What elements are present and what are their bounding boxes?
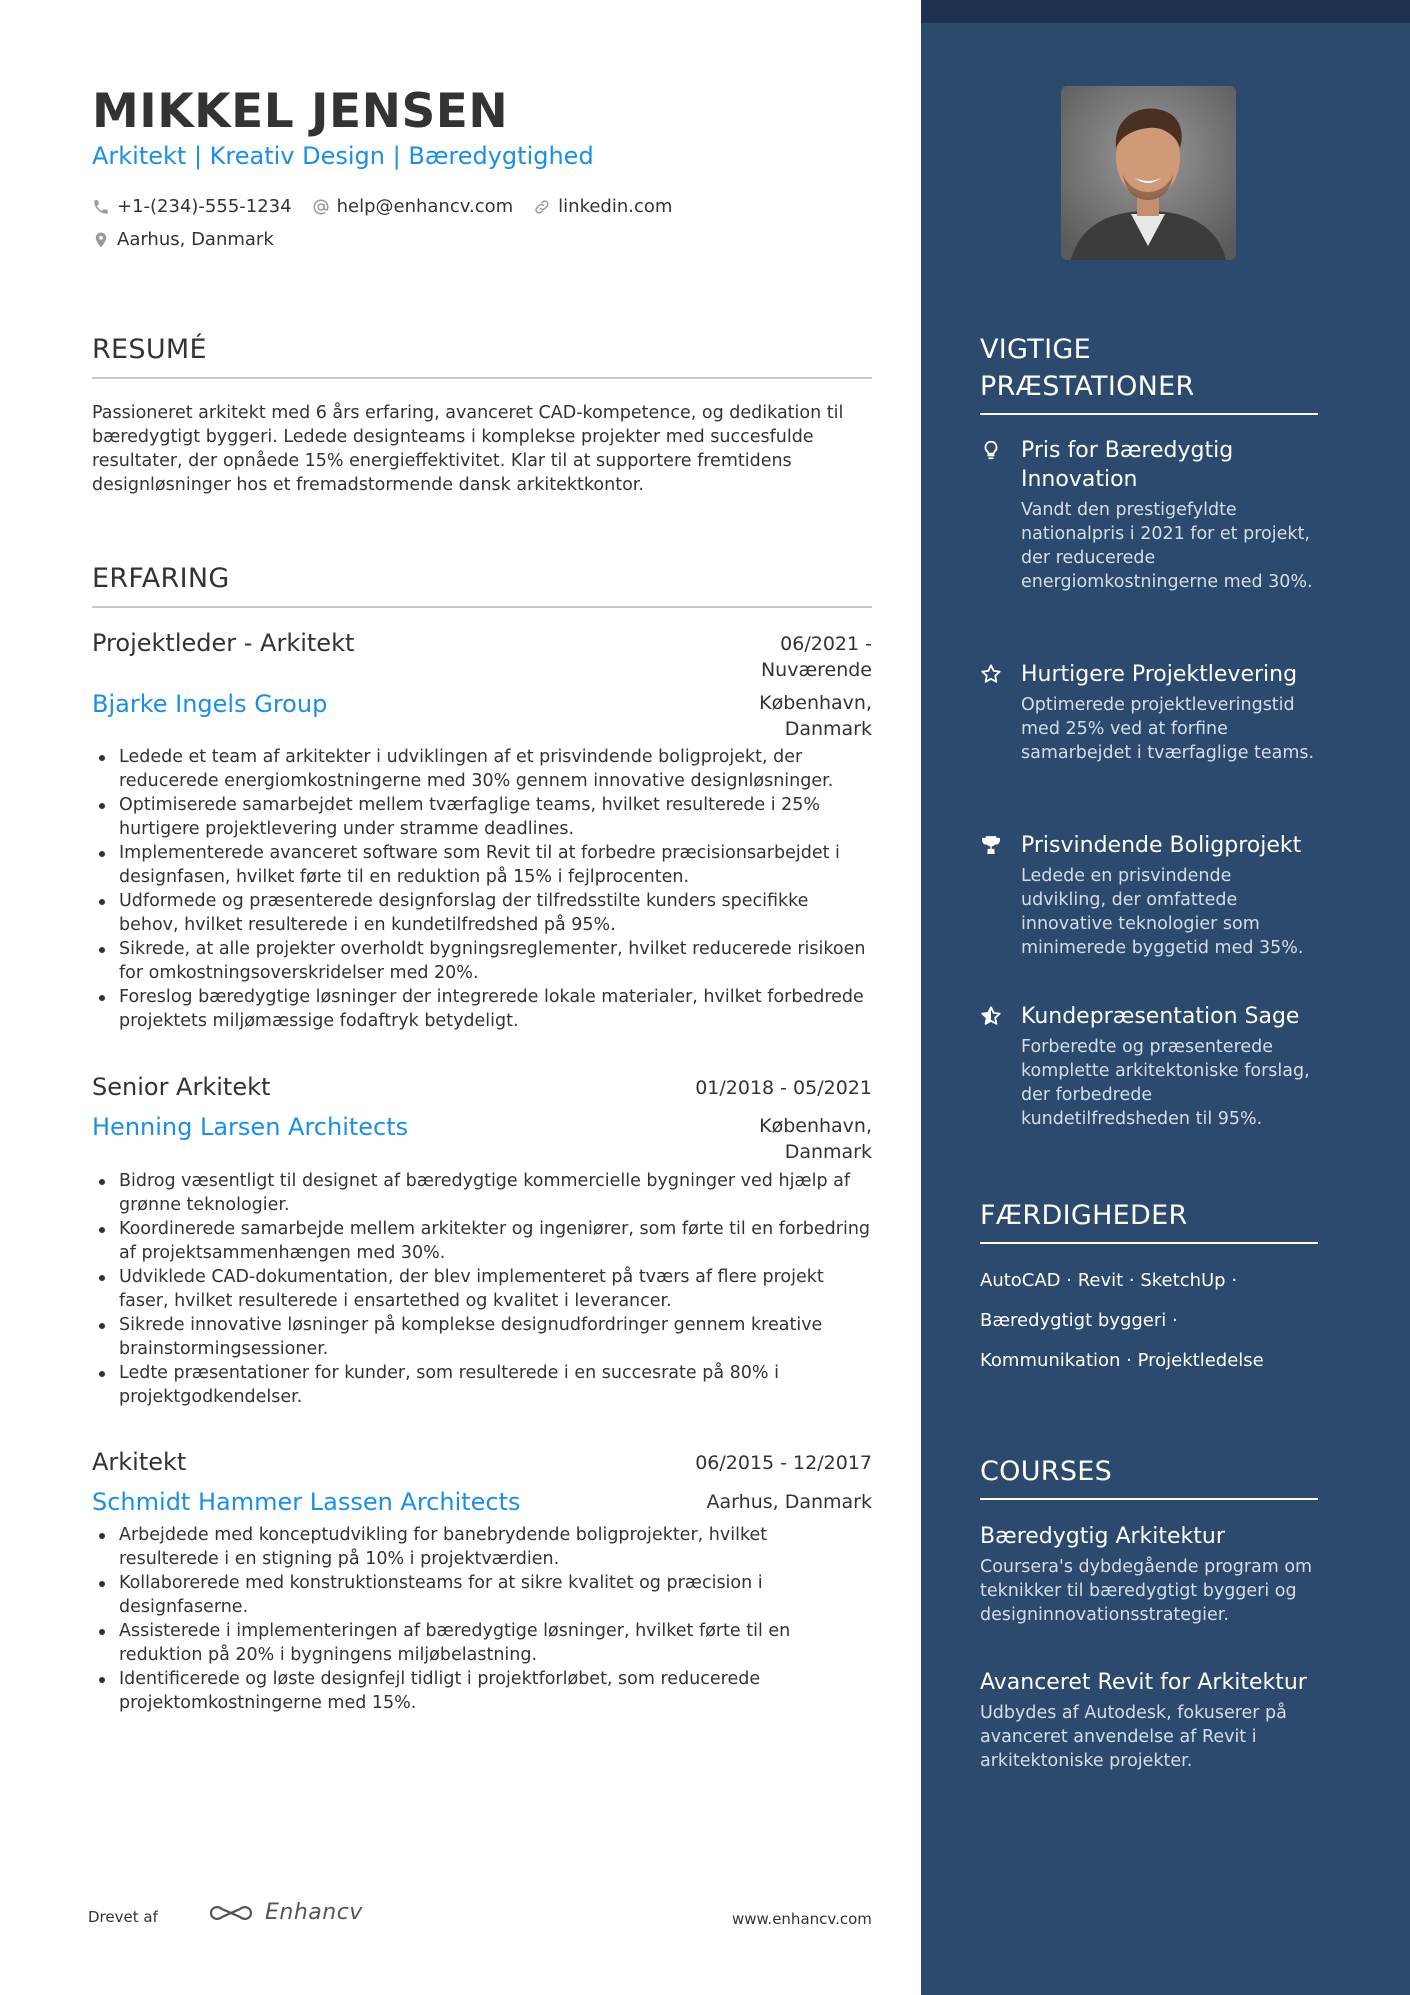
job-title: Arkitekt (92, 1448, 187, 1476)
at-sign-icon (312, 198, 330, 216)
course-item (980, 1668, 1318, 1773)
job-bullets (92, 1169, 872, 1409)
summary-section-title: RESUMÉ (92, 334, 872, 379)
achievement-title: Hurtigere Projektlevering (1021, 662, 1298, 687)
course-desc: Udbydes af Autodesk, fokuserer på avanceret anvendelse af Revit i arkitektoniske projekter. (980, 1703, 1287, 1771)
job-location: København, Danmark (759, 1115, 872, 1163)
profile-photo (1061, 86, 1236, 260)
achievement-title: Pris for Bæredygtig Innovation (1021, 438, 1234, 492)
company-name[interactable]: Schmidt Hammer Lassen Architects (92, 1488, 521, 1516)
company-name[interactable]: Henning Larsen Architects (92, 1113, 409, 1141)
linkedin-text: linkedin.com (558, 196, 673, 217)
list-item: Ledede et team af arkitekter i udviklingen af et prisvindende boligprojekt, der reducerede energiomkostningerne med 30% gennem innovative designløsninger. (92, 745, 872, 793)
headline: Arkitekt | Kreativ Design | Bæredygtighed (92, 142, 594, 170)
list-item: Sikrede, at alle projekter overholdt bygningsreglementer, hvilket reducerede risikoen for omkostningsoverskridelser med 20%. (92, 937, 872, 985)
contact-email[interactable] (312, 196, 514, 217)
achievements-section-title: VIGTIGE PRÆSTATIONER (980, 331, 1318, 415)
course-title: Bæredygtig Arkitektur (980, 1524, 1225, 1549)
achievement-item (980, 660, 1320, 765)
job-location: Aarhus, Danmark (706, 1491, 872, 1513)
job-dates: 06/2021 - Nuværende (760, 633, 872, 681)
job-title: Senior Arkitekt (92, 1073, 271, 1101)
job-bullets (92, 1523, 872, 1715)
sidebar-top-bar (921, 0, 1410, 23)
list-item: Assisterede i implementeringen af bæredygtige løsninger, hvilket førte til en reduktion på 20% i bygningens miljøbelastning. (92, 1619, 872, 1667)
list-item: Implementerede avanceret software som Revit til at forbedre præcisionsarbejdet i designfasen, hvilket førte til en reduktion på 15% i fejlprocenten. (92, 841, 872, 889)
skills-section-title: FÆRDIGHEDER (980, 1197, 1318, 1244)
location-text: Aarhus, Danmark (117, 229, 274, 250)
list-item: Bidrog væsentligt til designet af bæredygtige kommercielle bygninger ved hjælp af grønne teknologier. (92, 1169, 872, 1217)
enhancv-logo-icon (207, 1901, 255, 1925)
list-item: Optimiserede samarbejdet mellem tværfaglige teams, hvilket resulterede i 25% hurtigere projektlevering under stramme deadlines. (92, 793, 872, 841)
achievement-desc: Vandt den prestigefyldte nationalpris i 2021 for et projekt, der reducerede energiomkostningerne med 30%. (1021, 500, 1313, 592)
list-item: Udformede og præsenterede designforslag der tilfredsstilte kunders specifikke behov, hvilket resulterede i en kundetilfredshed på 95%. (92, 889, 872, 937)
enhancv-logo[interactable] (207, 1900, 363, 1925)
map-pin-icon (92, 230, 110, 250)
achievement-desc: Ledede en prisvindende udvikling, der omfattede innovative teknologier som minimerede byggetid med 35%. (1021, 866, 1304, 958)
footer-url[interactable]: www.enhancv.com (732, 1910, 872, 1928)
list-item: Udviklede CAD-dokumentation, der blev implementeret på tværs af flere projekt faser, hvilket resulterede i ensartethed og kvalitet i leverancer. (92, 1265, 872, 1313)
achievement-item (980, 436, 1320, 594)
achievement-desc: Forberedte og præsenterede komplette arkitektoniske forslag, der forbedrede kundetilfredsheden til 95%. (1021, 1037, 1310, 1129)
courses-section-title: COURSES (980, 1453, 1318, 1500)
course-title: Avanceret Revit for Arkitektur (980, 1670, 1307, 1695)
experience-section-title: ERFARING (92, 563, 872, 608)
trophy-icon (980, 834, 1002, 856)
achievement-desc: Optimerede projektleveringstid med 25% ved at forfine samarbejdet i tværfaglige teams. (1021, 695, 1315, 763)
enhancv-brand: Enhancv (265, 1900, 363, 1925)
link-icon (533, 198, 551, 216)
course-item (980, 1522, 1318, 1627)
powered-by-label: Drevet af (88, 1908, 158, 1926)
skills-line: AutoCAD · Revit · SketchUp · (980, 1270, 1238, 1291)
summary-text: Passioneret arkitekt med 6 års erfaring, avanceret CAD-kompetence, og dedikation til bæredygtigt byggeri. Ledede designteams i komplekse projekter med succesfulde resultater, der opnåede 15% energieffektivitet. Klar til at supportere fremtidens designløsninger hos et fremadstormende dansk arkitektkontor. (92, 403, 844, 495)
list-item: Ledte præsentationer for kunder, som resulterede i en succesrate på 80% i projektgodkendelser. (92, 1361, 872, 1409)
list-item: Arbejdede med konceptudvikling for banebrydende boligprojekter, hvilket resulterede i en stigning på 10% i projektværdien. (92, 1523, 872, 1571)
job-location: København, Danmark (759, 692, 872, 740)
job-bullets (92, 745, 872, 1033)
sidebar (921, 0, 1410, 1995)
achievement-title: Kundepræsentation Sage (1021, 1004, 1300, 1029)
list-item: Identificerede og løste designfejl tidligt i projektforløbet, som reducerede projektomkostningerne med 15%. (92, 1667, 872, 1715)
phone-text: +1-(234)-555-1234 (117, 196, 292, 217)
skills-line: Bæredygtigt byggeri · (980, 1310, 1178, 1331)
skills-list (980, 1268, 1318, 1388)
job-title: Projektleder - Arkitekt (92, 629, 355, 657)
skills-line: Kommunikation · Projektledelse (980, 1350, 1264, 1371)
contact-row (92, 196, 692, 217)
job-dates: 01/2018 - 05/2021 (695, 1077, 872, 1099)
achievement-item (980, 831, 1320, 960)
star-icon (980, 663, 1002, 685)
contact-linkedin[interactable] (533, 196, 672, 217)
email-text: help@enhancv.com (336, 196, 514, 217)
list-item: Sikrede innovative løsninger på komplekse designudfordringer gennem kreative brainstormingsessioner. (92, 1313, 872, 1361)
company-name[interactable]: Bjarke Ingels Group (92, 690, 328, 718)
phone-icon (92, 198, 110, 216)
candidate-name: MIKKEL JENSEN (92, 84, 509, 139)
contact-phone (92, 196, 292, 217)
list-item: Foreslog bæredygtige løsninger der integrerede lokale materialer, hvilket forbedrede projektets miljømæssige fodaftryk betydeligt. (92, 985, 872, 1033)
achievement-title: Prisvindende Boligprojekt (1021, 833, 1302, 858)
list-item: Koordinerede samarbejde mellem arkitekter og ingeniører, som førte til en forbedring af projektsammenhængen med 30%. (92, 1217, 872, 1265)
location-wrap (92, 229, 274, 250)
lightbulb-icon (980, 439, 1002, 461)
job-dates: 06/2015 - 12/2017 (695, 1452, 872, 1474)
star-half-icon (980, 1005, 1002, 1027)
list-item: Kollaborerede med konstruktionsteams for at sikre kvalitet og præcision i designfaserne. (92, 1571, 872, 1619)
achievement-item (980, 1002, 1320, 1131)
course-desc: Coursera's dybdegående program om teknikker til bæredygtigt byggeri og designinnovationsstrategier. (980, 1557, 1313, 1625)
contact-location (92, 229, 294, 250)
